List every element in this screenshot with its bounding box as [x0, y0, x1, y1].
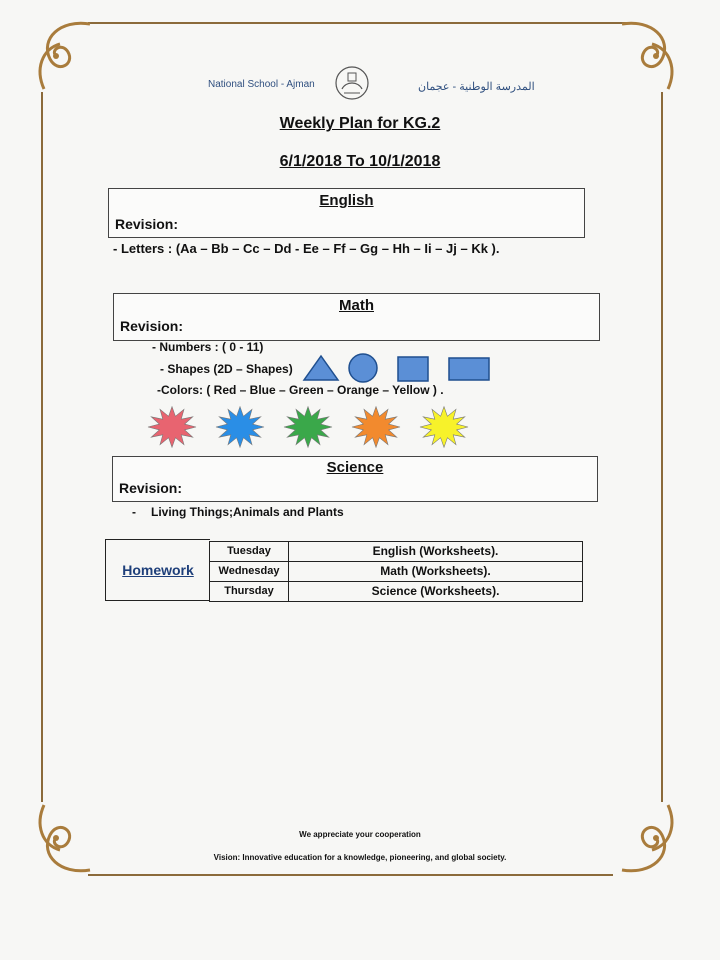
homework-label: Homework — [105, 539, 210, 601]
yellow-star-icon — [420, 407, 468, 448]
english-revision-label: Revision: — [115, 216, 179, 232]
homework-task: English (Worksheets). — [372, 544, 499, 558]
homework-task: Science (Worksheets). — [371, 584, 500, 598]
frame-bottom — [88, 874, 613, 876]
science-revision-label: Revision: — [119, 480, 183, 496]
frame-right — [661, 92, 663, 802]
math-shapes: - Shapes (2D – Shapes) — [160, 362, 293, 376]
homework-row — [209, 581, 583, 602]
rectangle-icon — [447, 356, 491, 382]
square-icon — [396, 355, 430, 383]
red-star-icon — [148, 407, 196, 448]
homework-task: Math (Worksheets). — [380, 564, 491, 578]
ornament-bottom-left-icon — [30, 800, 100, 880]
triangle-icon — [302, 354, 340, 382]
ornament-top-right-icon — [612, 14, 682, 94]
frame-left — [41, 92, 43, 802]
math-revision-label: Revision: — [120, 318, 184, 334]
science-item-dash: - — [132, 505, 136, 519]
science-section-box — [112, 456, 598, 502]
color-stars-row — [140, 402, 485, 452]
footer-vision: Vision: Innovative education for a knowledge, pioneering, and global society. — [213, 853, 507, 862]
homework-table — [105, 539, 583, 601]
homework-day: Tuesday — [210, 542, 289, 561]
ornament-bottom-right-icon — [612, 800, 682, 880]
date-range: 6/1/2018 To 10/1/2018 — [279, 153, 441, 170]
green-star-icon — [284, 407, 332, 448]
math-numbers: - Numbers : ( 0 - 11) — [152, 340, 264, 354]
homework-row — [209, 541, 583, 562]
english-title: English — [319, 192, 374, 209]
homework-row — [209, 561, 583, 582]
math-section-box — [113, 293, 600, 341]
homework-day: Wednesday — [210, 562, 289, 581]
circle-icon — [347, 352, 379, 384]
blue-star-icon — [216, 407, 264, 448]
school-name-arabic: المدرسة الوطنية - عجمان — [418, 81, 535, 93]
english-section-box — [108, 188, 585, 238]
science-item: Living Things;Animals and Plants — [151, 505, 344, 519]
orange-star-icon — [352, 407, 400, 448]
frame-top — [88, 22, 633, 24]
page-title: Weekly Plan for KG.2 — [279, 115, 441, 132]
math-colors: -Colors: ( Red – Blue – Green – Orange – Yellow ) . — [157, 383, 444, 397]
ornament-top-left-icon — [30, 14, 100, 94]
english-letters: - Letters : (Aa – Bb – Cc – Dd - Ee – Ff – Gg – Hh – Ii – Jj – Kk ). — [113, 241, 500, 256]
footer-appreciation: We appreciate your cooperation — [299, 830, 421, 839]
homework-day: Thursday — [210, 582, 289, 601]
math-title: Math — [339, 297, 374, 314]
school-name-english: National School - Ajman — [208, 79, 315, 90]
school-logo-icon — [334, 63, 370, 103]
science-title: Science — [326, 459, 384, 476]
